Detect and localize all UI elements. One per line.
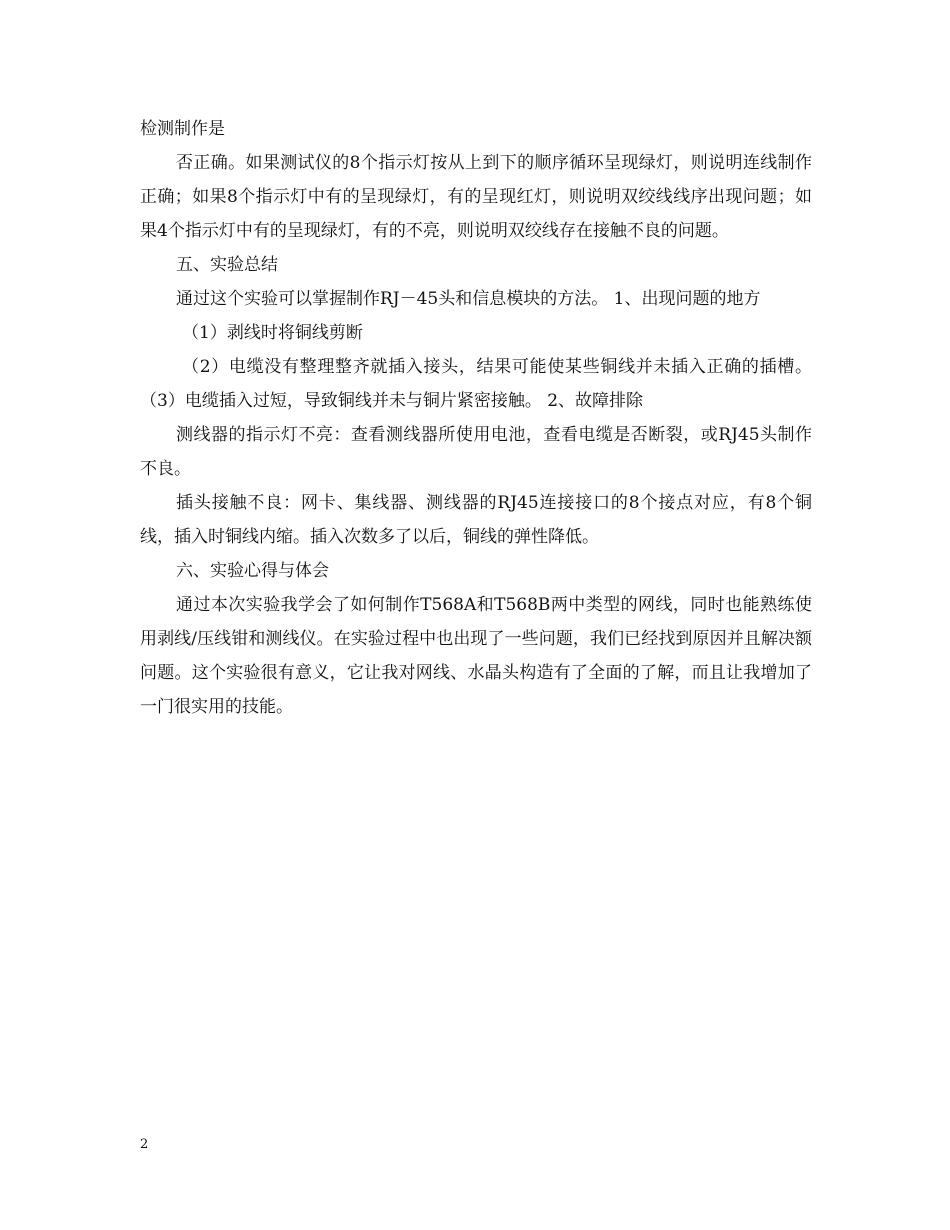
list-item-problem-1: （1）剥线时将铜线剪断 [182,323,363,343]
paragraph-reflection: 通过本次实验我学会了如何制作T568A和T568B两中类型的网线，同时也能熟练使用剥线/压线钳和测线仪。在实验过程中也出现了一些问题，我们已经找到原因并且解决额问题。这个实验很有意义，它让我对网线、水晶头构造有了全面的了解，而且让我增加了一门很实用的技能。 [140,595,812,717]
paragraph-tester-issue: 测线器的指示灯不亮：查看测线器所使用电池，查看电缆是否断裂，或RJ45头制作不良。 [140,425,812,479]
paragraph-test-result: 否正确。如果测试仪的8个指示灯按从上到下的顺序循环呈现绿灯，则说明连线制作正确；如果8个指示灯中有的呈现绿灯，有的呈现红灯，则说明双绞线线序出现问题；如果4个指示灯中有的呈现绿灯，有的不亮，则说明双绞线存在接触不良的问题。 [140,153,812,241]
paragraph-fragment: 检测制作是 [140,119,225,139]
paragraph-summary: 通过这个实验可以掌握制作RJ－45头和信息模块的方法。 1、出现问题的地方 [176,289,761,309]
page-number: 2 [140,1137,149,1152]
section-heading-reflection: 六、实验心得与体会 [176,561,329,581]
section-heading-summary: 五、实验总结 [176,255,278,275]
document-body [140,112,812,724]
list-item-problem-2: （2）电缆没有整理整齐就插入接头，结果可能使某些铜线并未插入正确的插槽。 （3）电缆插入过短，导致铜线并未与铜片紧密接触。 2、故障排除 [140,357,812,411]
paragraph-plug-issue: 插头接触不良：网卡、集线器、测线器的RJ45连接接口的8个接点对应，有8个铜线，插入时铜线内缩。插入次数多了以后，铜线的弹性降低。 [140,493,812,547]
